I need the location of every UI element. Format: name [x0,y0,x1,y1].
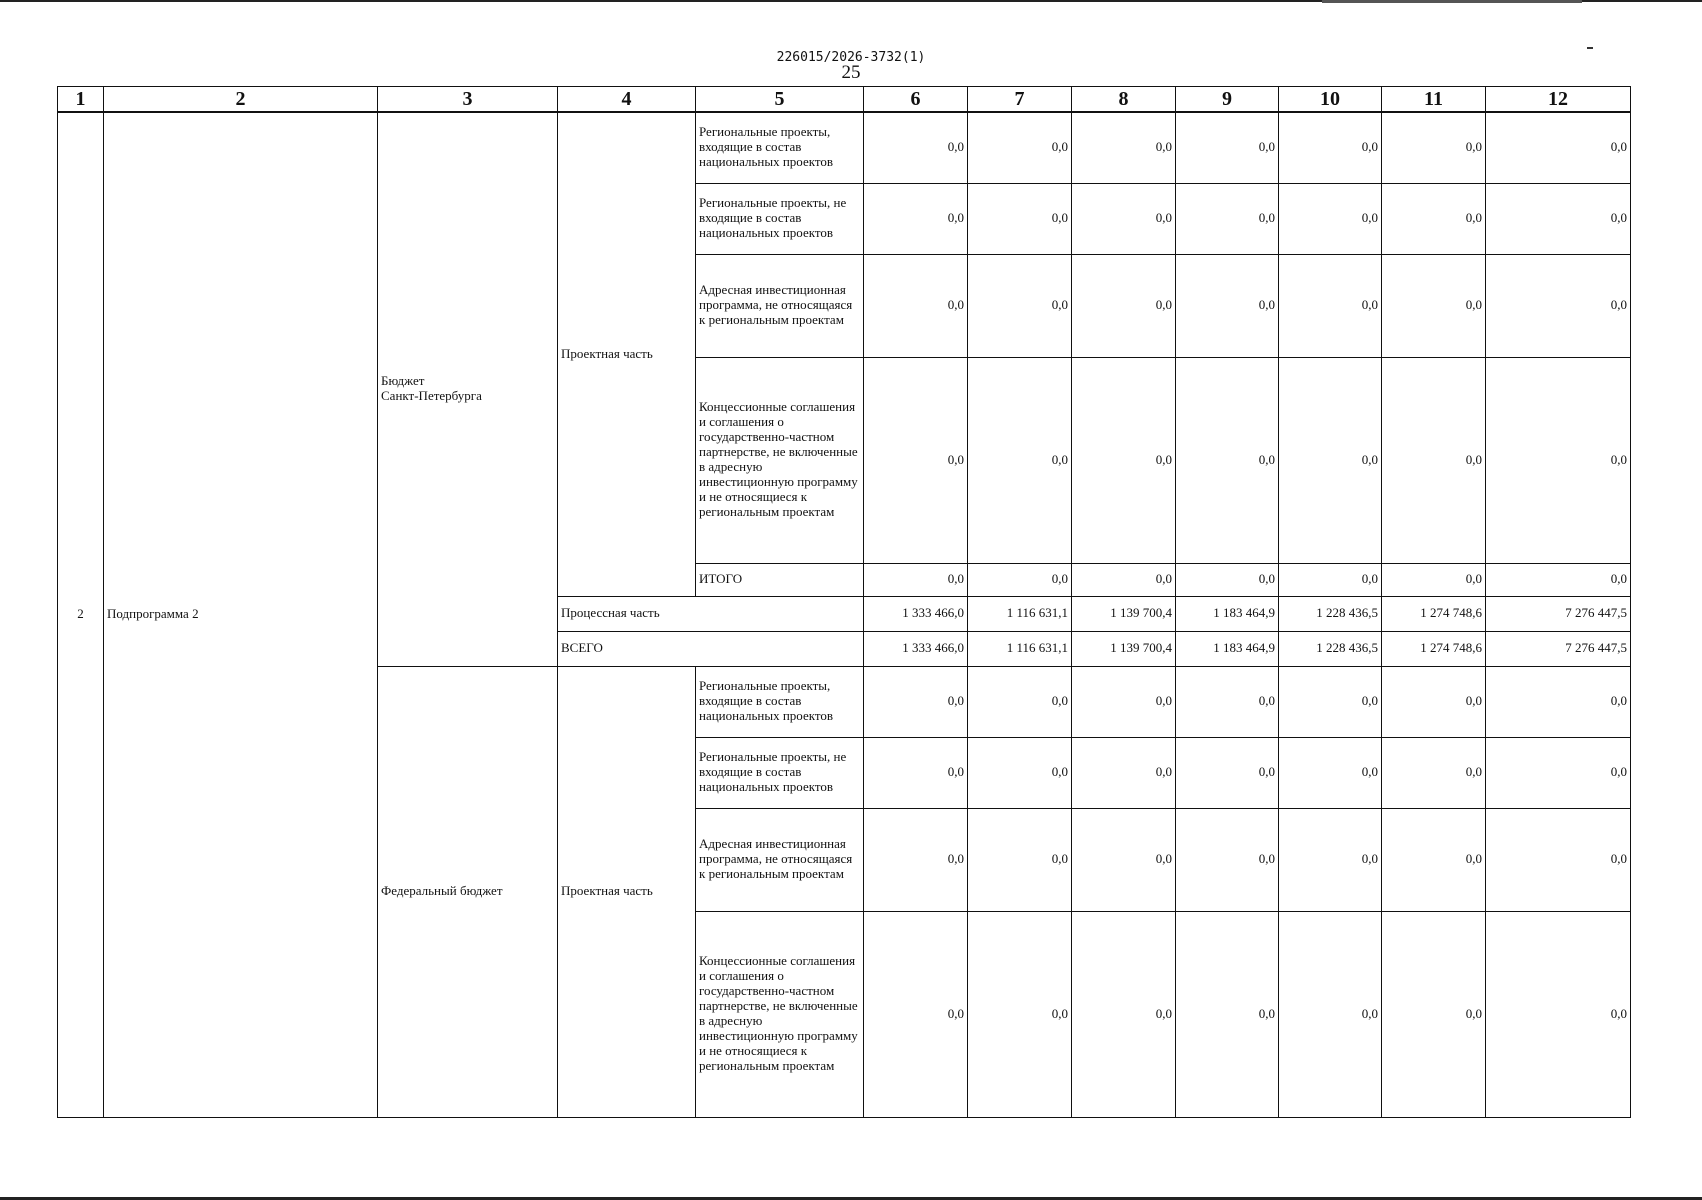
value-cell: 0,0 [864,357,968,563]
col-header: 12 [1486,87,1631,113]
value-cell: 0,0 [1072,563,1176,596]
col-header: 11 [1382,87,1486,113]
item-name: Концессионные соглашения и соглашения о государственно-частном партнерстве, не включенные в адресную инвестиционную программу и не относящиеся к региональным проектам [696,357,864,563]
value-cell: 0,0 [1279,911,1382,1117]
value-cell: 0,0 [1486,563,1631,596]
value-cell: 1 333 466,0 [864,596,968,631]
value-cell: 0,0 [1279,357,1382,563]
value-cell: 0,0 [1382,911,1486,1117]
value-cell: 0,0 [864,911,968,1117]
value-cell: 0,0 [1382,666,1486,737]
value-cell: 0,0 [968,357,1072,563]
value-cell: 0,0 [1382,737,1486,808]
value-cell: 0,0 [1072,737,1176,808]
col-header: 3 [378,87,558,113]
value-cell: 0,0 [968,183,1072,254]
table-row [58,112,1631,183]
value-cell: 0,0 [1486,254,1631,357]
item-name: Региональные проекты, не входящие в состав национальных проектов [696,737,864,808]
value-cell: 0,0 [968,112,1072,183]
value-cell: 1 274 748,6 [1382,631,1486,666]
subprogram-name: Подпрограмма 2 [104,112,378,1117]
value-cell: 0,0 [1072,808,1176,911]
value-cell: 0,0 [1072,183,1176,254]
value-cell: 0,0 [968,737,1072,808]
value-cell: 0,0 [864,808,968,911]
col-header: 9 [1176,87,1279,113]
funding-source: Федеральный бюджет [378,666,558,1117]
value-cell: 0,0 [968,254,1072,357]
total-label: ВСЕГО [558,631,864,666]
value-cell: 1 333 466,0 [864,631,968,666]
value-cell: 0,0 [1176,357,1279,563]
value-cell: 1 228 436,5 [1279,631,1382,666]
value-cell: 0,0 [1382,357,1486,563]
value-cell: 1 116 631,1 [968,631,1072,666]
value-cell: 0,0 [1072,112,1176,183]
value-cell: 0,0 [1072,357,1176,563]
value-cell: 0,0 [864,183,968,254]
value-cell: 0,0 [1176,254,1279,357]
value-cell: 0,0 [1176,563,1279,596]
value-cell: 0,0 [1382,254,1486,357]
budget-table [57,86,1631,1118]
value-cell: 0,0 [1279,183,1382,254]
value-cell: 1 183 464,9 [1176,631,1279,666]
value-cell: 1 274 748,6 [1382,596,1486,631]
value-cell: 0,0 [1072,666,1176,737]
item-name: Региональные проекты, не входящие в состав национальных проектов [696,183,864,254]
item-name: Адресная инвестиционная программа, не относящаяся к региональным проектам [696,254,864,357]
value-cell: 0,0 [1382,183,1486,254]
value-cell: 0,0 [864,112,968,183]
value-cell: 0,0 [968,808,1072,911]
scan-top-marks [1322,0,1582,7]
value-cell: 0,0 [1279,666,1382,737]
col-header: 5 [696,87,864,113]
value-cell: 0,0 [1176,666,1279,737]
column-number-row [58,87,1631,113]
value-cell: 0,0 [1176,808,1279,911]
row-number: 2 [58,112,104,1117]
value-cell: 0,0 [864,737,968,808]
value-cell: 0,0 [1279,808,1382,911]
part-label: Проектная часть [558,666,696,1117]
value-cell: 1 139 700,4 [1072,631,1176,666]
value-cell: 0,0 [864,563,968,596]
value-cell: 0,0 [1486,666,1631,737]
funding-source: Бюджет Санкт-Петербурга [378,112,558,666]
value-cell: 0,0 [1279,737,1382,808]
value-cell: 7 276 447,5 [1486,631,1631,666]
value-cell: 7 276 447,5 [1486,596,1631,631]
value-cell: 0,0 [1176,911,1279,1117]
value-cell: 0,0 [1486,357,1631,563]
value-cell: 0,0 [1279,112,1382,183]
value-cell: 0,0 [1279,563,1382,596]
item-name: Адресная инвестиционная программа, не относящаяся к региональным проектам [696,808,864,911]
value-cell: 0,0 [1382,112,1486,183]
value-cell: 0,0 [1072,254,1176,357]
item-name: Концессионные соглашения и соглашения о государственно-частном партнерстве, не включенные в адресную инвестиционную программу и не относящиеся к региональным проектам [696,911,864,1117]
value-cell: 0,0 [1486,808,1631,911]
value-cell: 0,0 [968,911,1072,1117]
value-cell: 0,0 [1072,911,1176,1117]
page-number: 25 [841,62,861,83]
col-header: 7 [968,87,1072,113]
value-cell: 0,0 [1382,808,1486,911]
value-cell: 0,0 [968,666,1072,737]
col-header: 8 [1072,87,1176,113]
value-cell: 0,0 [864,254,968,357]
col-header: 2 [104,87,378,113]
value-cell: 0,0 [1382,563,1486,596]
value-cell: 1 116 631,1 [968,596,1072,631]
part-label: Проектная часть [558,112,696,596]
col-header: 1 [58,87,104,113]
document-id: 226015/2026-3732(1) [776,50,926,65]
value-cell: 0,0 [968,563,1072,596]
value-cell: 0,0 [1176,112,1279,183]
item-name: Региональные проекты, входящие в состав национальных проектов [696,666,864,737]
value-cell: 0,0 [1486,737,1631,808]
value-cell: 0,0 [864,666,968,737]
value-cell: 0,0 [1279,254,1382,357]
item-name: Региональные проекты, входящие в состав национальных проектов [696,112,864,183]
value-cell: 0,0 [1486,112,1631,183]
scan-dash-mark [1587,47,1593,49]
process-part-label: Процессная часть [558,596,864,631]
value-cell: 1 228 436,5 [1279,596,1382,631]
value-cell: 0,0 [1176,183,1279,254]
col-header: 6 [864,87,968,113]
value-cell: 1 139 700,4 [1072,596,1176,631]
col-header: 4 [558,87,696,113]
col-header: 10 [1279,87,1382,113]
itogo-label: ИТОГО [696,563,864,596]
value-cell: 0,0 [1486,183,1631,254]
value-cell: 0,0 [1486,911,1631,1117]
value-cell: 0,0 [1176,737,1279,808]
value-cell: 1 183 464,9 [1176,596,1279,631]
